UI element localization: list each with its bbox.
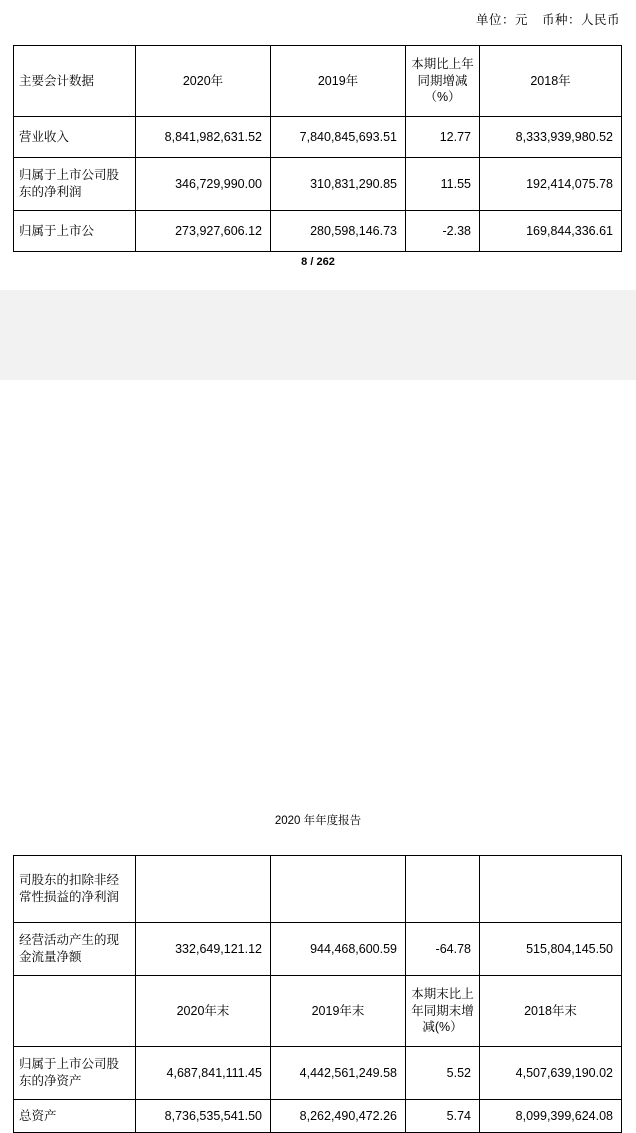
table-row — [14, 158, 622, 211]
row-value-2018: 8,099,399,624.08 — [480, 1100, 622, 1133]
header-cell-2019-end: 2019年末 — [271, 976, 406, 1047]
table-row — [14, 117, 622, 158]
header-cell-item: 主要会计数据 — [14, 46, 136, 117]
row-value-2019 — [271, 856, 406, 923]
row-value-2020: 8,736,535,541.50 — [136, 1100, 271, 1133]
row-value-change: -2.38 — [406, 211, 480, 252]
row-label: 归属于上市公 — [14, 211, 136, 252]
header-cell-item — [14, 976, 136, 1047]
row-value-change: 12.77 — [406, 117, 480, 158]
row-value-2018: 192,414,075.78 — [480, 158, 622, 211]
main-accounting-data-table — [13, 45, 622, 252]
header-cell-2018: 2018年 — [480, 46, 622, 117]
row-label: 归属于上市公司股东的净利润 — [14, 158, 136, 211]
row-label: 营业收入 — [14, 117, 136, 158]
row-value-2018: 169,844,336.61 — [480, 211, 622, 252]
row-value-2020: 332,649,121.12 — [136, 923, 271, 976]
row-value-2019: 280,598,146.73 — [271, 211, 406, 252]
page-section-top — [0, 0, 636, 290]
table-row — [14, 211, 622, 252]
row-value-2019: 4,442,561,249.58 — [271, 1047, 406, 1100]
header-cell-change: 本期比上年同期增减（%） — [406, 46, 480, 117]
row-label: 司股东的扣除非经常性损益的净利润 — [14, 856, 136, 923]
table-row — [14, 923, 622, 976]
currency-label: 币种：人民币 — [541, 13, 620, 27]
page-number: 8 / 262 — [301, 256, 335, 268]
row-value-change: 11.55 — [406, 158, 480, 211]
report-title: 2020 年年度报告 — [274, 815, 362, 827]
header-cell-2020: 2020年 — [136, 46, 271, 117]
row-value-2019: 310,831,290.85 — [271, 158, 406, 211]
table-row — [14, 856, 622, 923]
page-separator — [0, 290, 636, 380]
row-value-2018: 515,804,145.50 — [480, 923, 622, 976]
unit-currency-line — [476, 10, 620, 28]
row-value-2020: 273,927,606.12 — [136, 211, 271, 252]
row-label: 归属于上市公司股东的净资产 — [14, 1047, 136, 1100]
unit-label: 单位：元 — [475, 13, 528, 27]
row-label: 经营活动产生的现金流量净额 — [14, 923, 136, 976]
row-label: 总资产 — [14, 1100, 136, 1133]
header-cell-2019: 2019年 — [271, 46, 406, 117]
row-value-2018: 4,507,639,190.02 — [480, 1047, 622, 1100]
page-section-bottom — [0, 380, 636, 1123]
table-row — [14, 1100, 622, 1133]
row-value-2020: 4,687,841,111.45 — [136, 1047, 271, 1100]
row-value-2019: 944,468,600.59 — [271, 923, 406, 976]
table-header-row — [14, 976, 622, 1047]
row-value-change: 5.52 — [406, 1047, 480, 1100]
row-value-2018: 8,333,939,980.52 — [480, 117, 622, 158]
row-value-2020: 8,841,982,631.52 — [136, 117, 271, 158]
header-cell-2020-end: 2020年末 — [136, 976, 271, 1047]
row-value-change: 5.74 — [406, 1100, 480, 1133]
row-value-change — [406, 856, 480, 923]
row-value-2019: 8,262,490,472.26 — [271, 1100, 406, 1133]
row-value-2018 — [480, 856, 622, 923]
financial-indicators-table — [13, 855, 622, 1133]
header-cell-2018-end: 2018年末 — [480, 976, 622, 1047]
table-header-row — [14, 46, 622, 117]
row-value-2019: 7,840,845,693.51 — [271, 117, 406, 158]
table-row — [14, 1047, 622, 1100]
row-value-2020 — [136, 856, 271, 923]
row-value-change: -64.78 — [406, 923, 480, 976]
row-value-2020: 346,729,990.00 — [136, 158, 271, 211]
header-cell-change: 本期末比上年同期末增减(%） — [406, 976, 480, 1047]
